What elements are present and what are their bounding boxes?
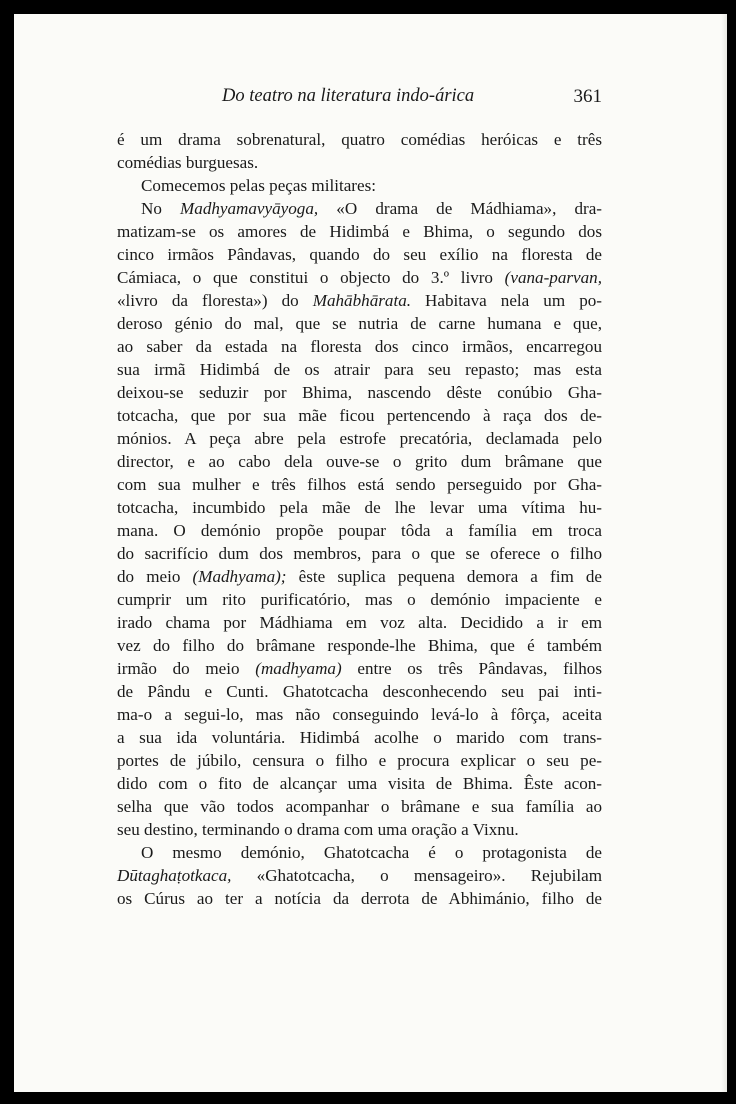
text-line: irado chama por Mádhiama em voz alta. Decidido a ir em	[117, 613, 602, 632]
text-line: mana. O demónio propõe poupar tôda a família em troca	[117, 521, 602, 540]
italic-title: Mahābhārata.	[312, 291, 412, 310]
text-line: totcacha, incumbido pela mãe de lhe levar uma vítima hu-	[117, 498, 602, 517]
page-header	[222, 86, 602, 112]
text-line: do sacrifício dum dos membros, para o que se oferece o filho	[117, 544, 602, 563]
text-line: os Cúrus ao ter a notícia da derrota de Abhimánio, filho de	[117, 889, 602, 908]
line-text: Habitava nela um po-	[411, 291, 602, 310]
body-text	[117, 128, 602, 910]
text-line	[117, 289, 602, 312]
text-line: deixou-se seduzir por Bhima, nascendo dêste conúbio Gha-	[117, 383, 602, 402]
line-text: do meio	[117, 567, 193, 586]
text-line: director, e ao cabo dela ouve-se o grito dum brâmane que	[117, 452, 602, 471]
book-page	[14, 14, 727, 1092]
text-line: com sua mulher e três filhos está sendo perseguido por Gha-	[117, 475, 602, 494]
text-line: a sua ida voluntária. Hidimbá acolhe o marido com trans-	[117, 728, 602, 747]
text-line: ma-o a segui-lo, mas não conseguindo levá-lo à fôrça, aceita	[117, 705, 602, 724]
text-line: selha que vão todos acompanhar o brâmane e sua família ao	[117, 797, 602, 816]
text-line: dido com o fito de alcançar uma visita de Bhima. Êste acon-	[117, 774, 602, 793]
text-line: matizam-se os amores de Hidimbá e Bhima, o segundo dos	[117, 222, 602, 241]
line-text: «livro da floresta») do	[117, 291, 313, 310]
italic-term: (Madhyama);	[192, 567, 287, 586]
line-text: No	[141, 199, 181, 218]
text-line	[117, 565, 602, 588]
italic-term: (vana-parvan,	[504, 268, 602, 287]
line-text: êste suplica pequena demora a fim de	[286, 567, 602, 586]
text-line: cinco irmãos Pândavas, quando do seu exílio na floresta de	[117, 245, 602, 264]
page-number: 361	[573, 86, 602, 107]
text-line: mónios. A peça abre pela estrofe precatória, declamada pelo	[117, 429, 602, 448]
text-line: de Pându e Cunti. Ghatotcacha desconhecendo seu pai inti-	[117, 682, 602, 701]
text-line: vez do filho do brâmane responde-lhe Bhima, que é também	[117, 636, 602, 655]
text-line: deroso génio do mal, que se nutria de carne humana e que,	[117, 314, 602, 333]
text-line: comédias burguesas.	[117, 153, 259, 172]
page-edge-shadow	[721, 14, 727, 1092]
text-line: sua irmã Hidimbá de os atrair para seu repasto; mas esta	[117, 360, 602, 379]
line-text: Cámiaca, o que constitui o objecto do 3.º livro	[117, 268, 505, 287]
text-line: totcacha, que por sua mãe ficou pertencendo à raça dos de-	[117, 406, 602, 425]
paragraph-first-line	[117, 197, 602, 220]
running-title: Do teatro na literatura indo-árica	[222, 86, 475, 106]
line-text: «O drama de Mádhiama», dra-	[318, 199, 602, 218]
paragraph-first-line: Comecemos pelas peças militares:	[141, 176, 376, 195]
line-text: «Ghatotcacha, o mensageiro». Rejubilam	[231, 866, 602, 885]
italic-term: (madhyama)	[255, 659, 342, 678]
text-line: cumprir um rito purificatório, mas o demónio impaciente e	[117, 590, 602, 609]
text-line	[117, 266, 602, 289]
italic-title: Madhyamavyāyoga,	[180, 199, 319, 218]
text-line: seu destino, terminando o drama com uma oração a Vixnu.	[117, 820, 519, 839]
line-text: entre os três Pândavas, filhos	[341, 659, 603, 678]
text-line	[117, 864, 602, 887]
paragraph-first-line: O mesmo demónio, Ghatotcacha é o protagonista de	[141, 843, 602, 862]
text-line: portes de júbilo, censura o filho e procura explicar o seu pe-	[117, 751, 602, 770]
text-line: ao saber da estada na floresta dos cinco irmãos, encarregou	[117, 337, 602, 356]
text-line: é um drama sobrenatural, quatro comédias heróicas e três	[117, 130, 602, 149]
italic-title: Dūtaghaṭotkaca,	[117, 866, 232, 885]
text-line	[117, 657, 602, 680]
line-text: irmão do meio	[117, 659, 256, 678]
